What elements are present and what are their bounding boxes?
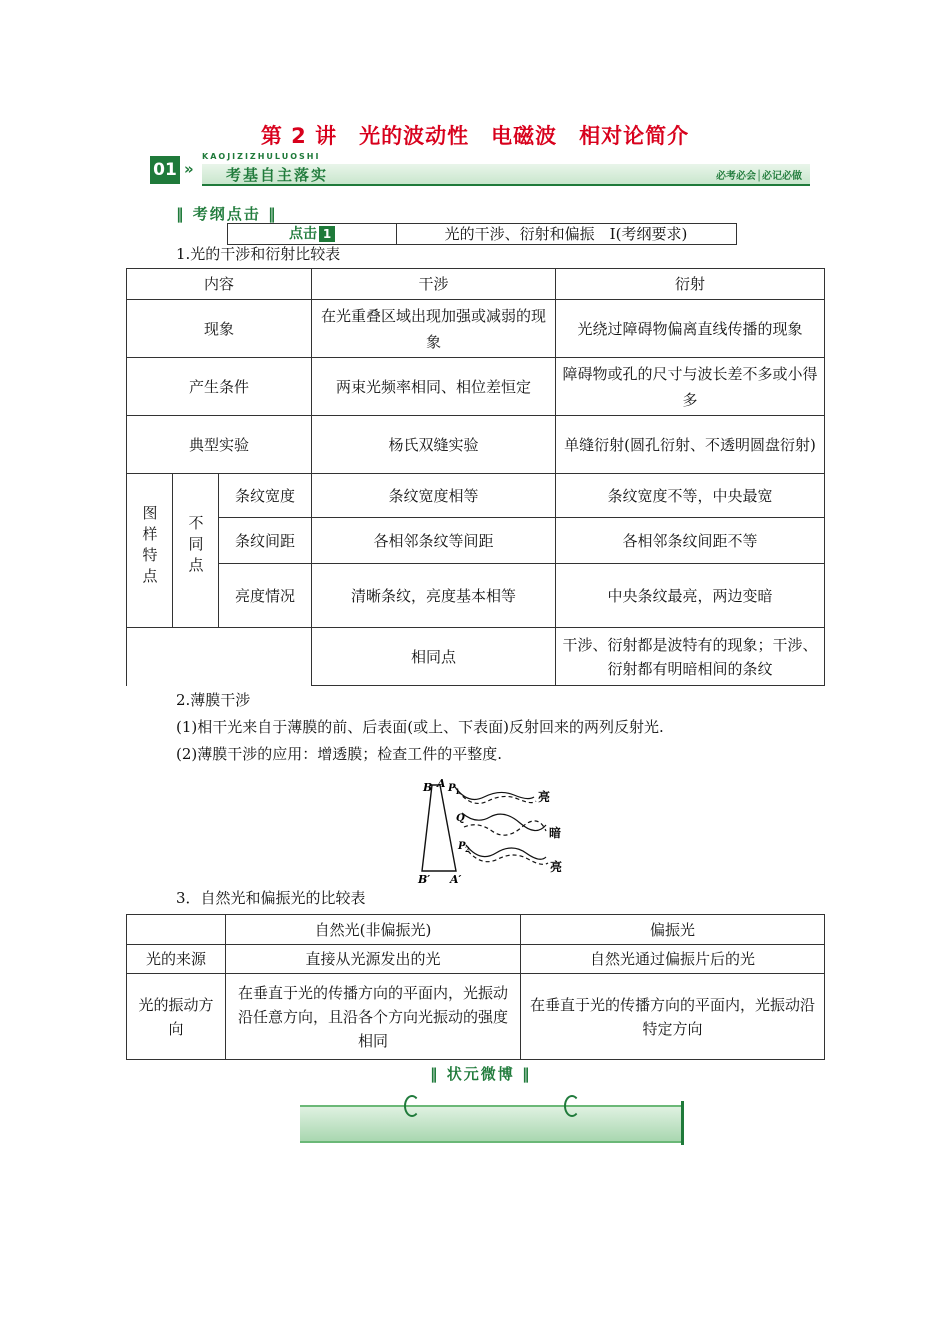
row-label: 现象 (127, 300, 312, 358)
table-header-cell: 干涉 (312, 269, 556, 300)
wave-dark-solid (462, 813, 546, 831)
table-header-cell: 自然光(非偏振光) (226, 915, 521, 945)
wave-dark-dashed (464, 821, 546, 835)
label-p2: P (458, 841, 466, 852)
point-description: 光的干涉、衍射和偏振 Ⅰ(考纲要求) (444, 225, 688, 243)
table-cell: 单缝衍射(圆孔衍射、不透明圆盘衍射) (556, 416, 825, 474)
table-cell: 各相邻条纹间距不等 (556, 518, 825, 564)
table-cell: 自然光通过偏振片后的光 (521, 945, 825, 974)
film-heading: 2.薄膜干涉 (176, 691, 251, 709)
banner-heading: 考基自主落实 (226, 166, 329, 184)
banner-bar (202, 164, 810, 186)
weibo-note-box (300, 1105, 682, 1143)
label-bright-1: 亮 (538, 790, 551, 804)
label-a-prime: A′ (450, 873, 462, 885)
wave-bright-2-solid (466, 845, 546, 859)
syllabus-heading: ‖ 考纲点击 ‖ (176, 205, 278, 223)
section-number: 01 (150, 156, 180, 184)
table-cell: 两束光频率相同、相位差恒定 (312, 358, 556, 416)
label-b-prime: B′ (418, 873, 431, 885)
table-header-cell: 衍射 (556, 269, 825, 300)
table-cell: 杨氏双缝实验 (312, 416, 556, 474)
row-label: 条纹间距 (219, 518, 312, 564)
polarization-table (126, 914, 825, 1060)
table-cell: 条纹宽度不等，中央最宽 (556, 474, 825, 518)
wedge-film-shape (422, 785, 456, 871)
table-header-cell: 偏振光 (521, 915, 825, 945)
table-cell: 各相邻条纹等间距 (312, 518, 556, 564)
row-label: 亮度情况 (219, 564, 312, 628)
table2-caption: 3．自然光和偏振光的比较表 (176, 889, 366, 907)
table-cell: 在光重叠区域出现加强或减弱的现象 (312, 300, 556, 358)
binder-ring-icon (404, 1095, 420, 1117)
table-cell: 在垂直于光的传播方向的平面内，光振动沿任意方向，且沿各个方向光振动的强度相同 (226, 974, 521, 1060)
note-edge (681, 1101, 684, 1145)
banner-pinyin: KAOJIZIZHULUOSHI (202, 152, 321, 161)
table-header-cell (127, 915, 226, 945)
label-p2-sub: 2 (465, 845, 470, 854)
label-bright-2: 亮 (550, 860, 563, 874)
table-header-cell: 内容 (127, 269, 312, 300)
same-text: 干涉、衍射都是波特有的现象；干涉、衍射都有明暗相间的条纹 (556, 628, 825, 686)
point-tag-number: 1 (319, 226, 335, 242)
row-label: 典型实验 (127, 416, 312, 474)
table-cell: 障碍物或孔的尺寸与波长差不多或小得多 (556, 358, 825, 416)
wave-bright-2-dashed (468, 851, 548, 864)
page-title: 第 2 讲 光的波动性 电磁波 相对论简介 (260, 124, 690, 148)
section-banner (150, 152, 810, 188)
point-box (227, 223, 737, 245)
row-label: 产生条件 (127, 358, 312, 416)
thin-film-diagram (410, 775, 570, 885)
binder-ring-icon (564, 1095, 580, 1117)
table-cell: 光绕过障碍物偏离直线传播的现象 (556, 300, 825, 358)
row-label: 光的振动方向 (127, 974, 226, 1060)
label-p1-sub: 1 (455, 787, 460, 796)
banner-right-text: 必考必会│必记必做 (715, 171, 802, 182)
label-b: B (423, 781, 433, 794)
label-a: A (437, 777, 446, 790)
pattern-label: 图样特点 (140, 504, 159, 589)
point-tag (228, 224, 397, 244)
wave-bright-1-solid (455, 787, 534, 799)
label-q: Q (456, 813, 465, 824)
table-cell: 清晰条纹，亮度基本相等 (312, 564, 556, 628)
row-label: 条纹宽度 (219, 474, 312, 518)
interference-diffraction-table (126, 268, 825, 686)
film-paragraph-1: (1)相干光来自于薄膜的前、后表面(或上、下表面)反射回来的两列反射光. (176, 718, 664, 736)
table-cell: 条纹宽度相等 (312, 474, 556, 518)
label-p1: P (448, 783, 456, 794)
table-cell: 直接从光源发出的光 (226, 945, 521, 974)
film-paragraph-2: (2)薄膜干涉的应用：增透膜；检查工件的平整度. (176, 745, 503, 763)
point-tag-label: 点击 (289, 226, 317, 242)
table-cell: 中央条纹最亮，两边变暗 (556, 564, 825, 628)
table-cell: 在垂直于光的传播方向的平面内，光振动沿特定方向 (521, 974, 825, 1060)
double-chevron-icon: » (184, 160, 194, 178)
same-label: 相同点 (312, 628, 556, 686)
diff-label: 不同点 (186, 515, 205, 578)
table1-caption: 1.光的干涉和衍射比较表 (176, 245, 341, 263)
label-dark: 暗 (549, 826, 562, 840)
weibo-heading: ‖ 状元微博 ‖ (430, 1065, 532, 1083)
row-label: 光的来源 (127, 945, 226, 974)
